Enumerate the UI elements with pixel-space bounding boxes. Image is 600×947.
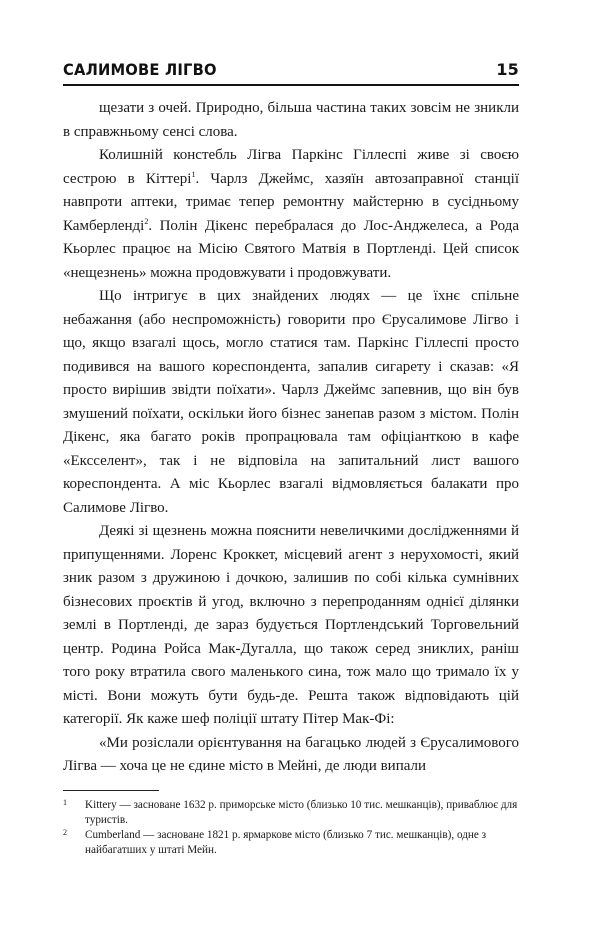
- paragraph-2-part-3: . Полін Дікенс перебралася до Лос-Анджелеса, а Рода Кьорлес працює на Місію Святого Матвія в Портленді. Цей список «нещезнень» можна продовжувати і продовжувати.: [63, 217, 519, 281]
- footnote-ref-2[interactable]: 2: [144, 216, 149, 226]
- paragraph-2: [63, 144, 519, 285]
- footnote-1: [63, 798, 519, 828]
- footnote-mark-1: 1: [63, 798, 67, 807]
- paragraph-3: Що інтригує в цих знайдених людях — це їхнє спільне небажання (або неспроможність) говорити про Єрусалимове Лігво і що, якщо взагалі щось, могло статися там. Паркінс Гіллеспі просто подивився на вашого кореспондента, запалив сигарету і сказав: «Я просто вирішив звідти поїхати». Чарлз Джеймс запевнив, що він був змушений поїхати, оскільки його бізнес занепав разом з містом. Полін Дікенс, яка багато років пропрацювала там офіціанткою в кафе «Ексселент», так і не відповіла на запитальний лист вашого кореспондента. А міс Кьорлес взагалі відмовляється балакати про Салимове Лігво.: [63, 288, 519, 516]
- footnote-ref-1[interactable]: 1: [191, 169, 196, 179]
- footnote-mark-2: 2: [63, 828, 67, 837]
- paragraph-2-part-2: . Чарлз Джеймс, хазяїн автозаправної станції навпроти аптеки, тримає тепер ремонтну майстерню в сусідньому Камберленді: [63, 170, 519, 234]
- paragraph-2-part-1: Колишній констебль Лігва Паркінс Гіллеспі живе зі своєю сестрою в Кіттері: [63, 147, 519, 187]
- body-text: [63, 97, 519, 779]
- footnote-text-1: Kittery — засноване 1632 р. приморське місто (близько 10 тис. мешканців), приваблює для туристів.: [85, 799, 518, 826]
- paragraph-1: щезати з очей. Природно, більша частина таких зовсім не зникли в справжньому сенсі слова.: [63, 100, 519, 140]
- footnote-rule: [63, 790, 159, 791]
- paragraph-5: «Ми розіслали орієнтування на багацько людей з Єрусалимового Лігва — хоча це не єдине місто в Мейні, де люди випали: [63, 734, 519, 774]
- page-number: 15: [496, 60, 519, 79]
- footnotes: [63, 798, 519, 858]
- footnote-text-2: Cumberland — засноване 1821 р. ярмаркове місто (близько 7 тис. мешканців), одне з найбагатших у штаті Мейн.: [85, 829, 487, 856]
- running-title: САЛИМОВЕ ЛІГВО: [63, 60, 217, 79]
- footnote-2: [63, 828, 519, 858]
- header-rule: [63, 84, 519, 86]
- paragraph-4: Деякі зі щезнень можна пояснити невеличкими дослідженнями й припущеннями. Лоренс Кроккет, місцевий агент з нерухомості, який зник разом з дружиною і дочкою, залишив по собі кілька сумнівних бізнесових проєктів й угод, включно з перепроданням однієї ділянки землі в Портленді, де зараз будується Портлендський Торговельний центр. Родина Ройса Мак-Дугалла, що також серед зниклих, раніш того року втратила свого маленького сина, тож мало що тримало їх у місті. Вони можуть бути будь-де. Решта також відповідають цій категорії. Як каже шеф поліції штату Пітер Мак-Фі:: [63, 523, 519, 727]
